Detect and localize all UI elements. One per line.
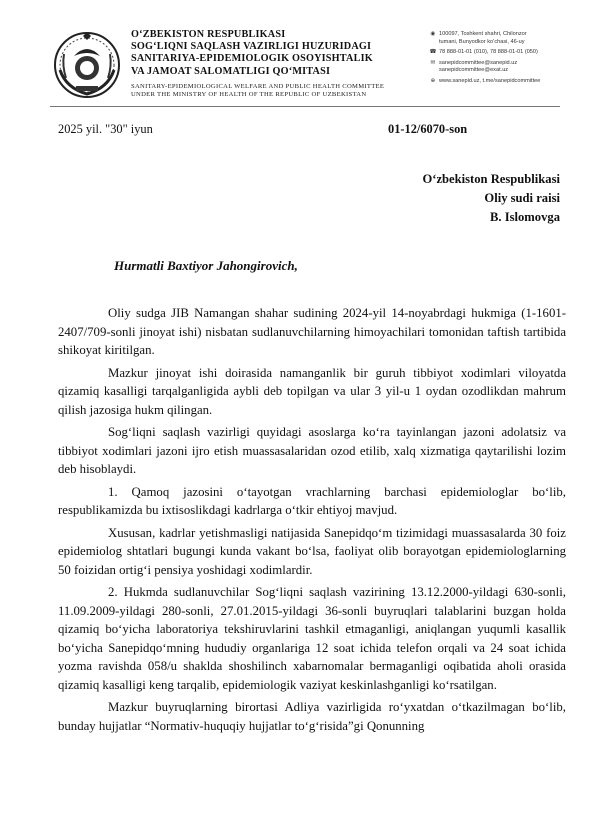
address-line: 100097, Toshkent shahri, Chilonzor <box>439 31 527 37</box>
org-line: O‘ZBEKISTON RESPUBLIKASI <box>131 29 286 40</box>
email-line: sanepidcommittee@sanepid.uz <box>439 59 518 66</box>
addressee-line: B. Islomovga <box>490 210 560 224</box>
addressee-block <box>422 170 560 227</box>
email-row <box>429 60 594 75</box>
letter-body <box>58 304 566 739</box>
org-line: VA JAMOAT SALOMATLIGI QO‘MITASI <box>131 65 331 77</box>
org-en-line: UNDER THE MINISTRY OF HEALTH OF THE REPUBLIC OF UZBEKISTAN <box>131 90 367 98</box>
letter-number: 01-12/6070-son <box>388 122 468 136</box>
body-paragraph: Sog‘liqni saqlash vazirligi quyidagi asoslarga ko‘ra tayinlangan jazoni adolatsiz va tibbiyot xodimlari jazoni ijro etish muassasalaridan ozod etilib, xalq xizmatiga qaytarilishi lozim deb hisoblaydi. <box>58 425 566 476</box>
web-text: www.sanepid.uz, t.me/sanepidcommittee <box>439 77 541 84</box>
organization-name <box>131 29 421 78</box>
body-paragraph: Oliy sudga JIB Namangan shahar sudining 2024-yil 14-noyabrdagi hukmiga (1-1601-2407/709-sonli jinoyat ishi) nisbatan sudlanuvchilarning himoyachilari tomonidan taftish tartibida shikoyat kiritilgan. <box>58 306 566 357</box>
body-paragraph: 1. Qamoq jazosini o‘tayotgan vrachlarning barchasi epidemiologlar bo‘lib, respublikamizda bu ixtisoslikdagi kadrlarga o‘tkir ehtiyoj mavjud. <box>58 484 566 517</box>
salutation: Hurmatli Baxtiyor Jahongirovich, <box>114 258 298 273</box>
state-emblem-icon <box>52 30 122 100</box>
body-paragraph: 2. Hukmda sudlanuvchilar Sog‘liqni saqlash vazirining 13.12.2000-yildagi 630-sonli, 11.09.2009-yildagi 280-sonli, 27.01.2015-yildagi 36-sonli buyruqlari talablarini buzgan holda qizamiq bo‘yicha laboratoriya tekshiruvlarini tashkil etmaganligi, aniqlangan yuqumli kasallik bo‘yicha Sanepidqo‘mning hududiy organlariga 12 soat ichida telefon orqali va 24 soat ichida yozma ravishda 058/u shaklda shoshilinch xabarnomalar bermaganligi oqibatida aholi orasida qizamiq kasalligi keng tarqalib, epidemiologik vaziyat keskinlashganligi ko‘rsatilgan. <box>58 585 566 692</box>
org-line: SANITARIYA-EPIDEMIOLOGIK OSOYISHTALIK <box>131 53 373 65</box>
address-row <box>429 31 594 46</box>
address-line: tumani, Bunyodkor ko‘chasi, 46-uy <box>439 38 525 45</box>
org-en-line: SANITARY-EPIDEMIOLOGICAL WELFARE AND PUBLIC HEALTH COMMITTEE <box>131 83 385 90</box>
letter-date: 2025 yil. "30" iyun <box>58 122 153 136</box>
email-line: sanepidcommittee@exat.uz <box>439 67 509 74</box>
body-paragraph: Mazkur buyruqlarning birortasi Adliya vazirligida ro‘yxatdan o‘tkazilmagan bo‘lib, bunday hujjatlar “Normativ-huquqiy hujjatlar to‘g‘risida”gi Qonunning <box>58 700 566 733</box>
location-pin-icon: ◉ <box>430 31 436 37</box>
addressee-line: Oliy sudi raisi <box>484 191 560 205</box>
globe-icon: ⊕ <box>430 77 436 84</box>
header-divider <box>50 106 560 107</box>
contact-block <box>429 31 594 86</box>
organization-name-english <box>131 83 431 98</box>
body-paragraph: Mazkur jinoyat ishi doirasida namanganlik bir guruh tibbiyot xodimlari viloyatda qizamiq kasalligi tarqalganligida aybli deb topilgan va ular 3 yil-u 1 oydan ozodlikdan mahrum qilish jazosiga hukm qilingan. <box>58 365 566 417</box>
web-row <box>429 78 594 86</box>
phone-icon: ☎ <box>429 49 437 56</box>
body-paragraph: Xususan, kadrlar yetishmasligi natijasida Sanepidqo‘m tizimidagi muassasalarda 30 foiz epidemiolog shtatlari bugungi kunda vakant bo‘lsa, faoliyat olib borayotgan epidemiologlarning 50 foizidan ortig‘i pensiya yoshidagi xodimlardir. <box>58 525 566 577</box>
phone-row <box>429 49 594 57</box>
addressee-line: O‘zbekiston Respublikasi <box>422 172 560 186</box>
org-line: SOG‘LIQNI SAQLASH VAZIRLIGI HUZURIDAGI <box>131 41 372 53</box>
mail-icon: ✉ <box>430 59 436 66</box>
phone-text: 78 888-01-01 (010), 78 888-01-01 (050) <box>439 49 538 56</box>
